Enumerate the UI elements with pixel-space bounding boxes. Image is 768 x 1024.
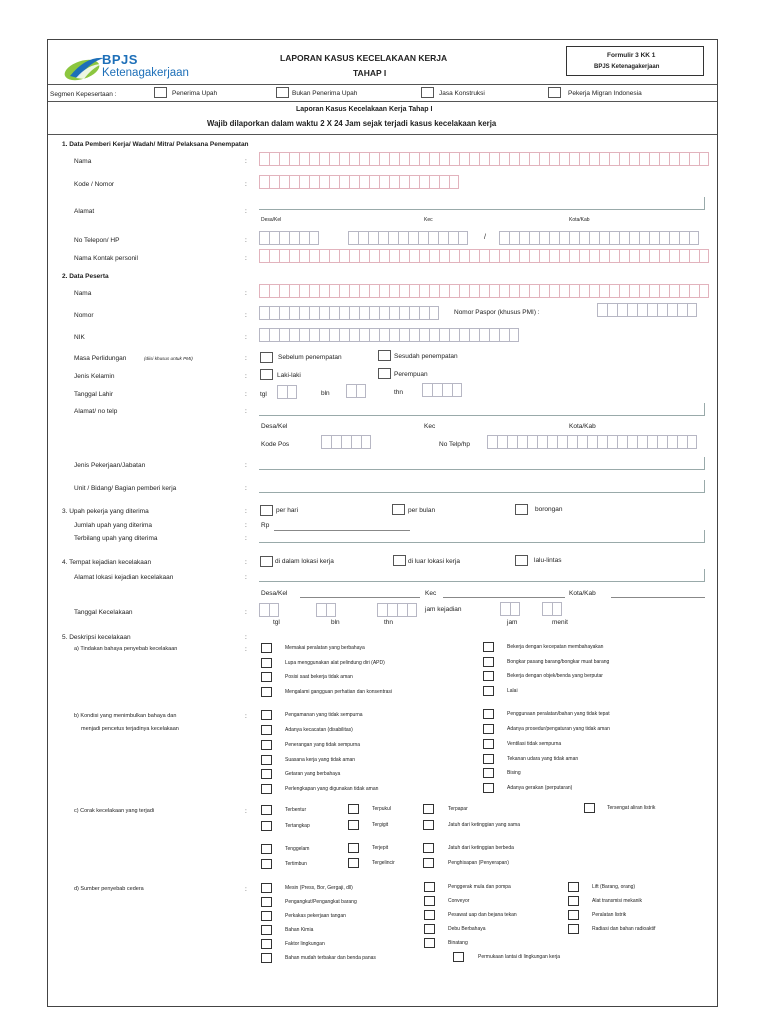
s5-b-left-item-6: Perlengkapan yang digunakan tidak aman [285,786,379,792]
s1-telp-number-grid[interactable] [348,231,468,245]
s5-d-col2-item-1: Penggerak mula dan pompa [448,884,511,890]
s3-terbilang-label: Terbilang upah yang diterima [74,535,158,542]
s4-luar-label: di luar lokasi kerja [408,558,461,565]
colon: : [245,334,247,341]
s5-a-left-item-3: Posisi saat bekerja tidak aman [285,674,353,680]
s5-d-col1-checkbox-3[interactable] [261,911,272,921]
colon: : [245,713,247,720]
s5-b-left-item-1: Pengamanan yang tidak sempurna [285,712,363,718]
colon: : [245,886,247,893]
s1-hp-grid[interactable] [499,231,699,245]
form-title: LAPORAN KASUS KECELAKAAN KERJA [280,53,448,63]
s1-kec-label: Kec [424,217,433,223]
s5-d-col3-checkbox-2[interactable] [568,896,579,906]
colon: : [245,208,247,215]
s2-paspor-label: Nomor Paspor (khusus PMI) : [454,309,540,316]
s5-c-terpukul: Terpukul [372,806,391,812]
s5-b-left-checkbox-1[interactable] [261,710,272,720]
s5-c-checkbox-tenggelam[interactable] [261,844,272,854]
s4-dalam-label: di dalam lokasi kerja [275,558,334,565]
s5-b-right-item-3: Ventilasi tidak sempurna [507,741,562,747]
s1-kontak-grid[interactable] [259,249,709,263]
s4-kec-label: Kec [425,590,437,597]
s4-luar-checkbox[interactable] [393,555,406,566]
colon: : [245,634,247,641]
s5-b-left-item-5: Getaran yang berbahaya [285,771,341,777]
s1-alamat-label: Alamat [74,208,95,215]
s5-d-col3-item-3: Peralatan listrik [592,912,627,918]
section-4-title: 4. Tempat kejadian kecelakaan [62,559,152,566]
s2-nik-grid[interactable] [259,328,519,342]
form-code-box [566,46,704,76]
s4-menit-label: menit [552,619,568,626]
s4-jam-kejadian-label: jam kejadian [425,606,462,613]
section-2-title: 2. Data Peserta [62,273,109,280]
s2-notelp-grid[interactable] [487,435,697,449]
s2-thn-label: thn [394,389,404,396]
s2-unit-label: Unit / Bidang/ Bagian pemberi kerja [74,485,177,492]
colon: : [245,508,247,515]
s1-alamat-field[interactable] [259,197,705,210]
s2-tgl-label: tgl [260,391,267,398]
s3-per-bulan-checkbox[interactable] [392,504,405,515]
s2-alamat-field[interactable] [259,403,705,416]
s5-a-right-checkbox-1[interactable] [483,642,494,652]
s2-kec-label: Kec [424,423,436,430]
s5-c-tergelincir: Tergelincir [372,860,395,866]
s2-jk-label: Jenis Kelamin [74,373,115,380]
s4-bln-grid[interactable] [316,603,336,617]
s5-b-left-item-2: Adanya kecacatan (disabilitas) [285,727,353,733]
s5-c-tergigit: Tergigit [372,822,389,828]
segmen-option-4: Pekerja Migran Indonesia [568,90,642,97]
s1-kode-label: Kode / Nomor [74,181,115,188]
s3-rp-label: Rp [261,522,270,529]
s5-b-left-checkbox-4[interactable] [261,755,272,765]
s5-b-left-checkbox-6[interactable] [261,784,272,794]
s3-borongan-label: borongan [535,506,563,513]
s1-nama-label: Nama [74,158,92,165]
s4-tgl-grid[interactable] [259,603,279,617]
colon: : [245,355,247,362]
s2-laki-label: Laki-laki [277,372,301,379]
s5-d-col2-item-6: Permukaan lantai di lingkungan kerja [478,954,560,960]
s5-d-col1-checkbox-4[interactable] [261,925,272,935]
s5-d-col2-item-3: Pesawat uap dan bejana tekan [448,912,517,918]
s5-c-tertangkap: Tertangkap [285,823,310,829]
s5-b-right-checkbox-6[interactable] [483,783,494,793]
s5-c-tertimbun: Tertimbun [285,861,307,867]
s5-a-right-checkbox-4[interactable] [483,686,494,696]
colon: : [245,522,247,529]
s5-d-col3-checkbox-4[interactable] [568,924,579,934]
s4-jam-label: jam [507,619,518,626]
s1-kota-label: Kota/Kab [569,217,590,223]
s5-b-right-item-6: Adanya gerakan (perputaran) [507,785,573,791]
s5-c-penghisapan: Penghisapan (Penyerapan) [448,860,509,866]
s2-unit-field[interactable] [259,480,705,493]
s4-alamat-field[interactable] [259,569,705,582]
s5-a-left-checkbox-3[interactable] [261,672,272,682]
s4-alamat-label: Alamat lokasi kejadian kecelakaan [74,574,174,581]
colon: : [245,391,247,398]
s2-bln-label: bln [321,390,330,397]
s5-d-col1-checkbox-5[interactable] [261,939,272,949]
s2-nik-label: NIK [74,334,85,341]
s5-d-col1-item-4: Bahan Kimia [285,927,314,933]
segmen-option-1: Penerima Upah [172,90,218,97]
s5-a-left-item-2: Lupa menggunakan alat pelindung diri (APD) [285,660,385,666]
s5-d-col2-checkbox-2[interactable] [424,896,435,906]
colon: : [245,574,247,581]
segmen-top-rule [48,84,717,85]
s5-d-col2-item-4: Debu Berbahaya [448,926,486,932]
s2-thn-grid[interactable] [422,383,462,397]
s5-d-col1-item-6: Bahan mudah terbakar dan benda panas [285,955,376,961]
section-5-title: 5. Deskripsi kecelakaan [62,634,131,641]
s5-b-right-item-2: Adanya prosedur/pengaturan yang tidak aman [507,726,610,732]
s5-d-col2-checkbox-6[interactable] [453,952,464,962]
s5-a-left-item-4: Mengalami gangguan perhatian dan konsentrasi [285,689,393,695]
colon: : [245,485,247,492]
s5-a-left-checkbox-2[interactable] [261,658,272,668]
s2-perempuan-checkbox[interactable] [378,368,391,379]
s5-d-col2-item-2: Conveyor [448,898,470,904]
form-organization: BPJS Ketenagakerjaan [594,64,660,70]
form-page [47,39,718,1007]
s5-c-checkbox-jatuh-beda[interactable] [423,843,434,853]
colon: : [245,290,247,297]
s5-d-col3-checkbox-3[interactable] [568,910,579,920]
s5-d-label: d) Sumber penyebab cedera [74,886,144,892]
s5-b-right-item-4: Tekanan udara yang tidak aman [507,756,579,762]
s5-c-label: c) Corak kecelakaan yang terjadi [74,808,155,814]
s5-a-right-item-1: Bekerja dengan kecepatan membahayakan [507,644,604,650]
form-subtitle: TAHAP I [353,68,387,78]
logo-text-top: BPJS [102,52,138,67]
s2-bln-grid[interactable] [346,384,366,398]
s5-c-checkbox-terpukul[interactable] [348,804,359,814]
s2-desa-label: Desa/Kel [261,423,288,430]
segmen-option-3: Jasa Konstruksi [439,90,485,97]
colon: : [245,181,247,188]
s2-tgl-grid[interactable] [277,385,297,399]
s2-nomor-label: Nomor [74,312,94,319]
s2-kodepos-grid[interactable] [321,435,371,449]
s5-b-right-item-1: Penggunaan peralatan/bahan yang tidak tepat [507,711,610,717]
logo-text-bottom: Ketenagakerjaan [102,67,189,79]
s5-c-checkbox-jatuh-sama[interactable] [423,820,434,830]
s5-c-checkbox-tersengat[interactable] [584,803,595,813]
s4-tanggal-label: Tanggal Kecelakaan [74,609,133,616]
s5-b-left-checkbox-5[interactable] [261,769,272,779]
s5-c-checkbox-terbentur[interactable] [261,805,272,815]
colon: : [245,535,247,542]
s5-d-col1-checkbox-1[interactable] [261,883,272,893]
s5-d-col1-checkbox-2[interactable] [261,897,272,907]
s5-a-right-checkbox-2[interactable] [483,657,494,667]
s5-a-left-checkbox-1[interactable] [261,643,272,653]
s5-b-left-item-3: Penerangan yang tidak sempurna [285,742,361,748]
s3-per-bulan-label: per bulan [408,507,436,514]
colon: : [245,646,247,653]
bpjs-logo-icon [62,52,106,82]
s5-d-col3-checkbox-1[interactable] [568,882,579,892]
colon: : [245,408,247,415]
s5-a-label: a) Tindakan bahaya penyebab kecelakaan [74,646,178,652]
s3-per-hari-checkbox[interactable] [260,505,273,516]
s4-kec-line[interactable] [443,597,565,598]
s4-thn-grid[interactable] [377,603,417,617]
s2-pekerjaan-label: Jenis Pekerjaan/Jabatan [74,462,146,469]
s5-b-label-2: menjadi pencetus terjadinya kecelakaan [81,726,179,732]
s2-alamat-label: Alamat/ no telp [74,408,118,415]
s2-nama-grid[interactable] [259,284,709,298]
s4-lalu-label: lalu-lintas [534,557,562,564]
s5-c-tenggelam: Tenggelam [285,846,310,852]
s4-bln-label: bln [331,619,340,626]
s5-b-right-checkbox-3[interactable] [483,739,494,749]
s5-d-col1-checkbox-6[interactable] [261,953,272,963]
s1-telp-slash: / [484,234,486,241]
colon: : [245,312,247,319]
s2-masa-note: (diisi khusus untuk PMI) [144,356,193,361]
s5-d-col1-item-1: Mesin (Press, Bor, Gergaji, dll) [285,885,353,891]
s5-d-col1-item-2: Pengangkut/Pengangkat barang [285,899,357,905]
s5-c-checkbox-tergigit[interactable] [348,820,359,830]
s5-b-left-checkbox-2[interactable] [261,725,272,735]
colon: : [245,237,247,244]
s5-d-col1-item-3: Perkakas pekerjaan tangan [285,913,346,919]
s5-d-col2-checkbox-1[interactable] [424,882,435,892]
s4-desa-line[interactable] [300,597,420,598]
s5-c-checkbox-tergelincir[interactable] [348,858,359,868]
colon: : [245,462,247,469]
colon: : [245,158,247,165]
s4-lalu-checkbox[interactable] [515,555,528,566]
s5-c-checkbox-terjepit[interactable] [348,843,359,853]
bpjs-logo [62,50,232,84]
segmen-option-2: Bukan Penerima Upah [292,90,358,97]
s5-b-right-checkbox-1[interactable] [483,709,494,719]
s5-a-right-item-3: Bekerja dengan objek/benda yang berputar [507,673,603,679]
s5-d-col2-checkbox-5[interactable] [424,938,435,948]
s5-a-right-checkbox-3[interactable] [483,671,494,681]
s2-nama-label: Nama [74,290,92,297]
s4-thn-label: thn [384,619,394,626]
s2-perempuan-label: Perempuan [394,371,428,378]
colon: : [245,808,247,815]
s5-b-label-1: b) Kondisi yang menimbulkan bahaya dan [74,713,177,719]
s5-c-jatuh-sama: Jatuh dari ketinggian yang sama [448,822,520,828]
s5-c-tersengat: Tersengat aliran listrik [607,805,656,811]
s1-kontak-label: Nama Kontak personil [74,255,138,262]
s5-d-col3-item-1: Lift (Barang, orang) [592,884,636,890]
s5-d-col3-item-2: Alat transmisi mekanik [592,898,643,904]
s2-sesudah-label: Sesudah penempatan [394,353,458,360]
colon: : [245,373,247,380]
s5-c-checkbox-tertimbun[interactable] [261,859,272,869]
s5-b-right-checkbox-2[interactable] [483,724,494,734]
s2-pekerjaan-field[interactable] [259,457,705,470]
segmen-checkbox-3[interactable] [421,87,434,98]
s1-nama-grid[interactable] [259,152,709,166]
s1-telp-label: No Telepon/ HP [74,237,120,244]
s5-a-left-item-1: Memakai peralatan yang berbahaya [285,645,365,651]
notice-line-2: Wajib dilaporkan dalam waktu 2 X 24 Jam sejak terjadi kasus kecelakaan kerja [207,119,497,128]
s5-a-right-item-2: Bongkar pasang barang/bongkar muat barang [507,659,610,665]
s5-b-right-checkbox-4[interactable] [483,754,494,764]
s5-b-right-checkbox-5[interactable] [483,768,494,778]
colon: : [245,255,247,262]
s2-sebelum-label: Sebelum penempatan [278,354,342,361]
s5-c-terjepit: Terjepit [372,845,389,851]
s5-c-checkbox-tertangkap[interactable] [261,821,272,831]
segmen-checkbox-1[interactable] [154,87,167,98]
s3-per-hari-label: per hari [276,507,299,514]
s2-laki-checkbox[interactable] [260,369,273,380]
s2-sesudah-checkbox[interactable] [378,350,391,361]
notice-line-1: Laporan Kasus Kecelakaan Kerja Tahap I [296,106,433,113]
s3-jumlah-label: Jumlah upah yang diterima [74,522,153,529]
s5-b-right-item-5: Bising [507,770,521,776]
s4-tgl-label: tgl [273,619,280,626]
segmen-checkbox-2[interactable] [276,87,289,98]
s2-kota-label: Kota/Kab [569,423,596,430]
colon: : [245,559,247,566]
notice-banner [48,101,717,135]
s5-d-col2-checkbox-4[interactable] [424,924,435,934]
s5-a-left-checkbox-4[interactable] [261,687,272,697]
s2-sebelum-checkbox[interactable] [260,352,273,363]
s4-menit-grid[interactable] [542,602,562,616]
s5-a-right-item-4: Lalai [507,688,518,694]
s5-d-col2-checkbox-3[interactable] [424,910,435,920]
s5-c-terpapar: Terpapar [448,806,468,812]
s5-d-col3-item-4: Radiasi dan bahan radioaktif [592,926,656,932]
s5-b-left-checkbox-3[interactable] [261,740,272,750]
s5-c-terbentur: Terbentur [285,807,307,813]
s4-jam-grid[interactable] [500,602,520,616]
s5-c-checkbox-penghisapan[interactable] [423,858,434,868]
s3-terbilang-field[interactable] [259,530,705,543]
colon: : [245,609,247,616]
s2-paspor-grid[interactable] [597,303,697,317]
s2-kodepos-label: Kode Pos [261,441,290,448]
s3-borongan-checkbox[interactable] [515,504,528,515]
s2-tgl-lahir-label: Tanggal Lahir [74,391,114,398]
s2-notelp-label: No Telp/hp [439,441,470,448]
segmen-checkbox-4[interactable] [548,87,561,98]
section-1-title: 1. Data Pemberi Kerja/ Wadah/ Mitra/ Pelaksana Penempatan [62,141,249,148]
s1-kode-grid[interactable] [259,175,459,189]
s4-kota-label: Kota/Kab [569,590,596,597]
section-3-title: 3. Upah pekerja yang diterima [62,508,149,515]
s5-b-left-item-4: Suasana kerja yang tidak aman [285,757,356,763]
s4-desa-label: Desa/Kel [261,590,288,597]
s1-telp-area-grid[interactable] [259,231,319,245]
s2-masa-label: Masa Perlidungan [74,355,127,362]
s4-kota-line[interactable] [611,597,705,598]
s2-nomor-grid[interactable] [259,306,439,320]
segmen-label: Segmen Kepesertaan : [50,91,117,98]
s1-desa-label: Desa/Kel [261,217,282,223]
s5-d-col2-item-5: Binatang [448,940,468,946]
s4-dalam-checkbox[interactable] [260,556,273,567]
s5-d-col1-item-5: Faktor lingkungan [285,941,325,947]
s5-c-jatuh-beda: Jatuh dari ketinggian berbeda [448,845,514,851]
form-number: Formulir 3 KK 1 [607,52,656,59]
s5-c-checkbox-terpapar[interactable] [423,804,434,814]
